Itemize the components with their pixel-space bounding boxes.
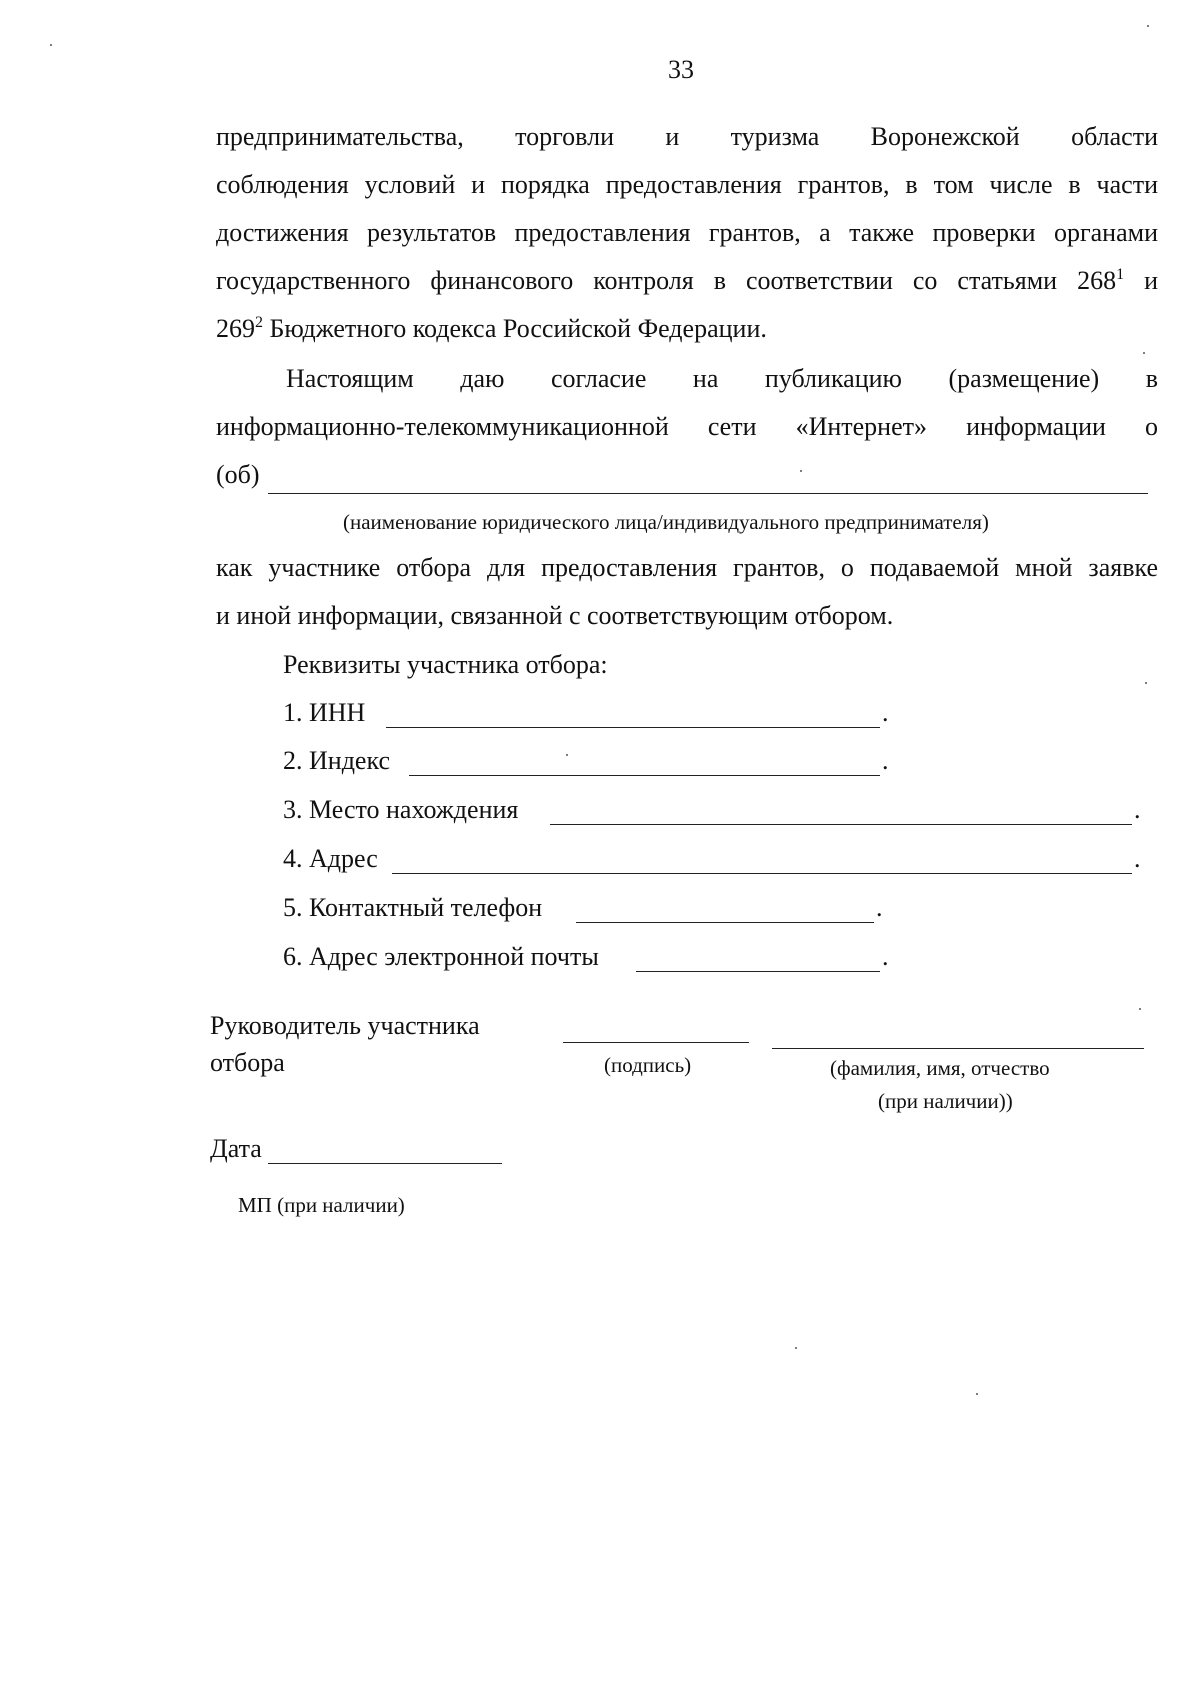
full-name-caption-line1: (фамилия, имя, отчество — [830, 1056, 1050, 1080]
paragraph1-line5 — [216, 316, 767, 342]
paragraph1-line4-text: государственного финансового контроля в соответствии со статьями 268 — [216, 266, 1117, 295]
index-field-line[interactable] — [409, 775, 880, 776]
address-terminator: . — [1134, 844, 1141, 873]
paragraph2-line4: как участнике отбора для предоставления грантов, о подаваемой мной заявке — [216, 553, 1158, 582]
paragraph2-line2: информационно-телекоммуникационной сети «Интернет» информации о — [216, 412, 1158, 441]
requisites-heading: Реквизиты участника отбора: — [283, 650, 608, 679]
paragraph1-line5-text: Бюджетного кодекса Российской Федерации. — [263, 314, 767, 343]
date-label: Дата — [210, 1134, 262, 1163]
paragraph1-line5-num: 269 — [216, 314, 255, 343]
org-name-field-line[interactable] — [268, 493, 1148, 494]
scan-speck — [800, 470, 802, 472]
signature-caption: (подпись) — [604, 1053, 692, 1077]
email-terminator: . — [882, 942, 889, 971]
requisite-inn-label: 1. ИНН — [283, 698, 366, 727]
paragraph1-line3: достижения результатов предоставления грантов, а также проверки органами — [216, 218, 1158, 247]
paragraph1-line1: предпринимательства, торговли и туризма Воронежской области — [216, 122, 1158, 151]
inn-terminator: . — [882, 698, 889, 727]
signatory-role-line2: отбора — [210, 1048, 285, 1077]
stamp-label: МП (при наличии) — [238, 1193, 405, 1217]
page-number: 33 — [668, 55, 694, 84]
phone-field-line[interactable] — [576, 922, 874, 923]
scan-speck — [1145, 682, 1147, 684]
org-name-caption: (наименование юридического лица/индивидуального предпринимателя) — [343, 510, 989, 534]
paragraph2-line5: и иной информации, связанной с соответствующим отбором. — [216, 601, 894, 630]
paragraph2-line1: Настоящим даю согласие на публикацию (размещение) в — [286, 364, 1158, 393]
location-terminator: . — [1134, 795, 1141, 824]
index-terminator: . — [882, 746, 889, 775]
paragraph1-line2: соблюдения условий и порядка предоставления грантов, в том числе в части — [216, 170, 1158, 199]
scan-speck — [566, 754, 568, 756]
signatory-role-line1: Руководитель участника — [210, 1011, 480, 1040]
full-name-field-line[interactable] — [772, 1048, 1144, 1049]
paragraph1-line4-end: и — [1124, 266, 1158, 295]
requisite-index-label: 2. Индекс — [283, 746, 390, 775]
scan-speck — [976, 1393, 978, 1395]
email-field-line[interactable] — [636, 971, 880, 972]
scan-speck — [1147, 25, 1149, 27]
superscript-1: 1 — [1116, 266, 1125, 283]
scan-speck — [1143, 352, 1145, 354]
inn-field-line[interactable] — [386, 727, 880, 728]
location-field-line[interactable] — [550, 824, 1132, 825]
full-name-caption-line2: (при наличии)) — [878, 1089, 1013, 1113]
scan-speck — [50, 44, 52, 46]
scan-speck — [795, 1347, 797, 1349]
requisite-address-label: 4. Адрес — [283, 844, 378, 873]
scan-speck — [1139, 1008, 1141, 1010]
requisite-location-label: 3. Место нахождения — [283, 795, 519, 824]
requisite-email-label: 6. Адрес электронной почты — [283, 942, 599, 971]
requisite-phone-label: 5. Контактный телефон — [283, 893, 543, 922]
superscript-2: 2 — [255, 314, 263, 331]
paragraph1-line4 — [216, 268, 1158, 294]
date-field-line[interactable] — [268, 1163, 502, 1164]
paragraph2-line3-prefix: (об) — [216, 460, 260, 489]
signature-field-line[interactable] — [563, 1042, 749, 1043]
address-field-line[interactable] — [392, 873, 1132, 874]
phone-terminator: . — [876, 893, 883, 922]
